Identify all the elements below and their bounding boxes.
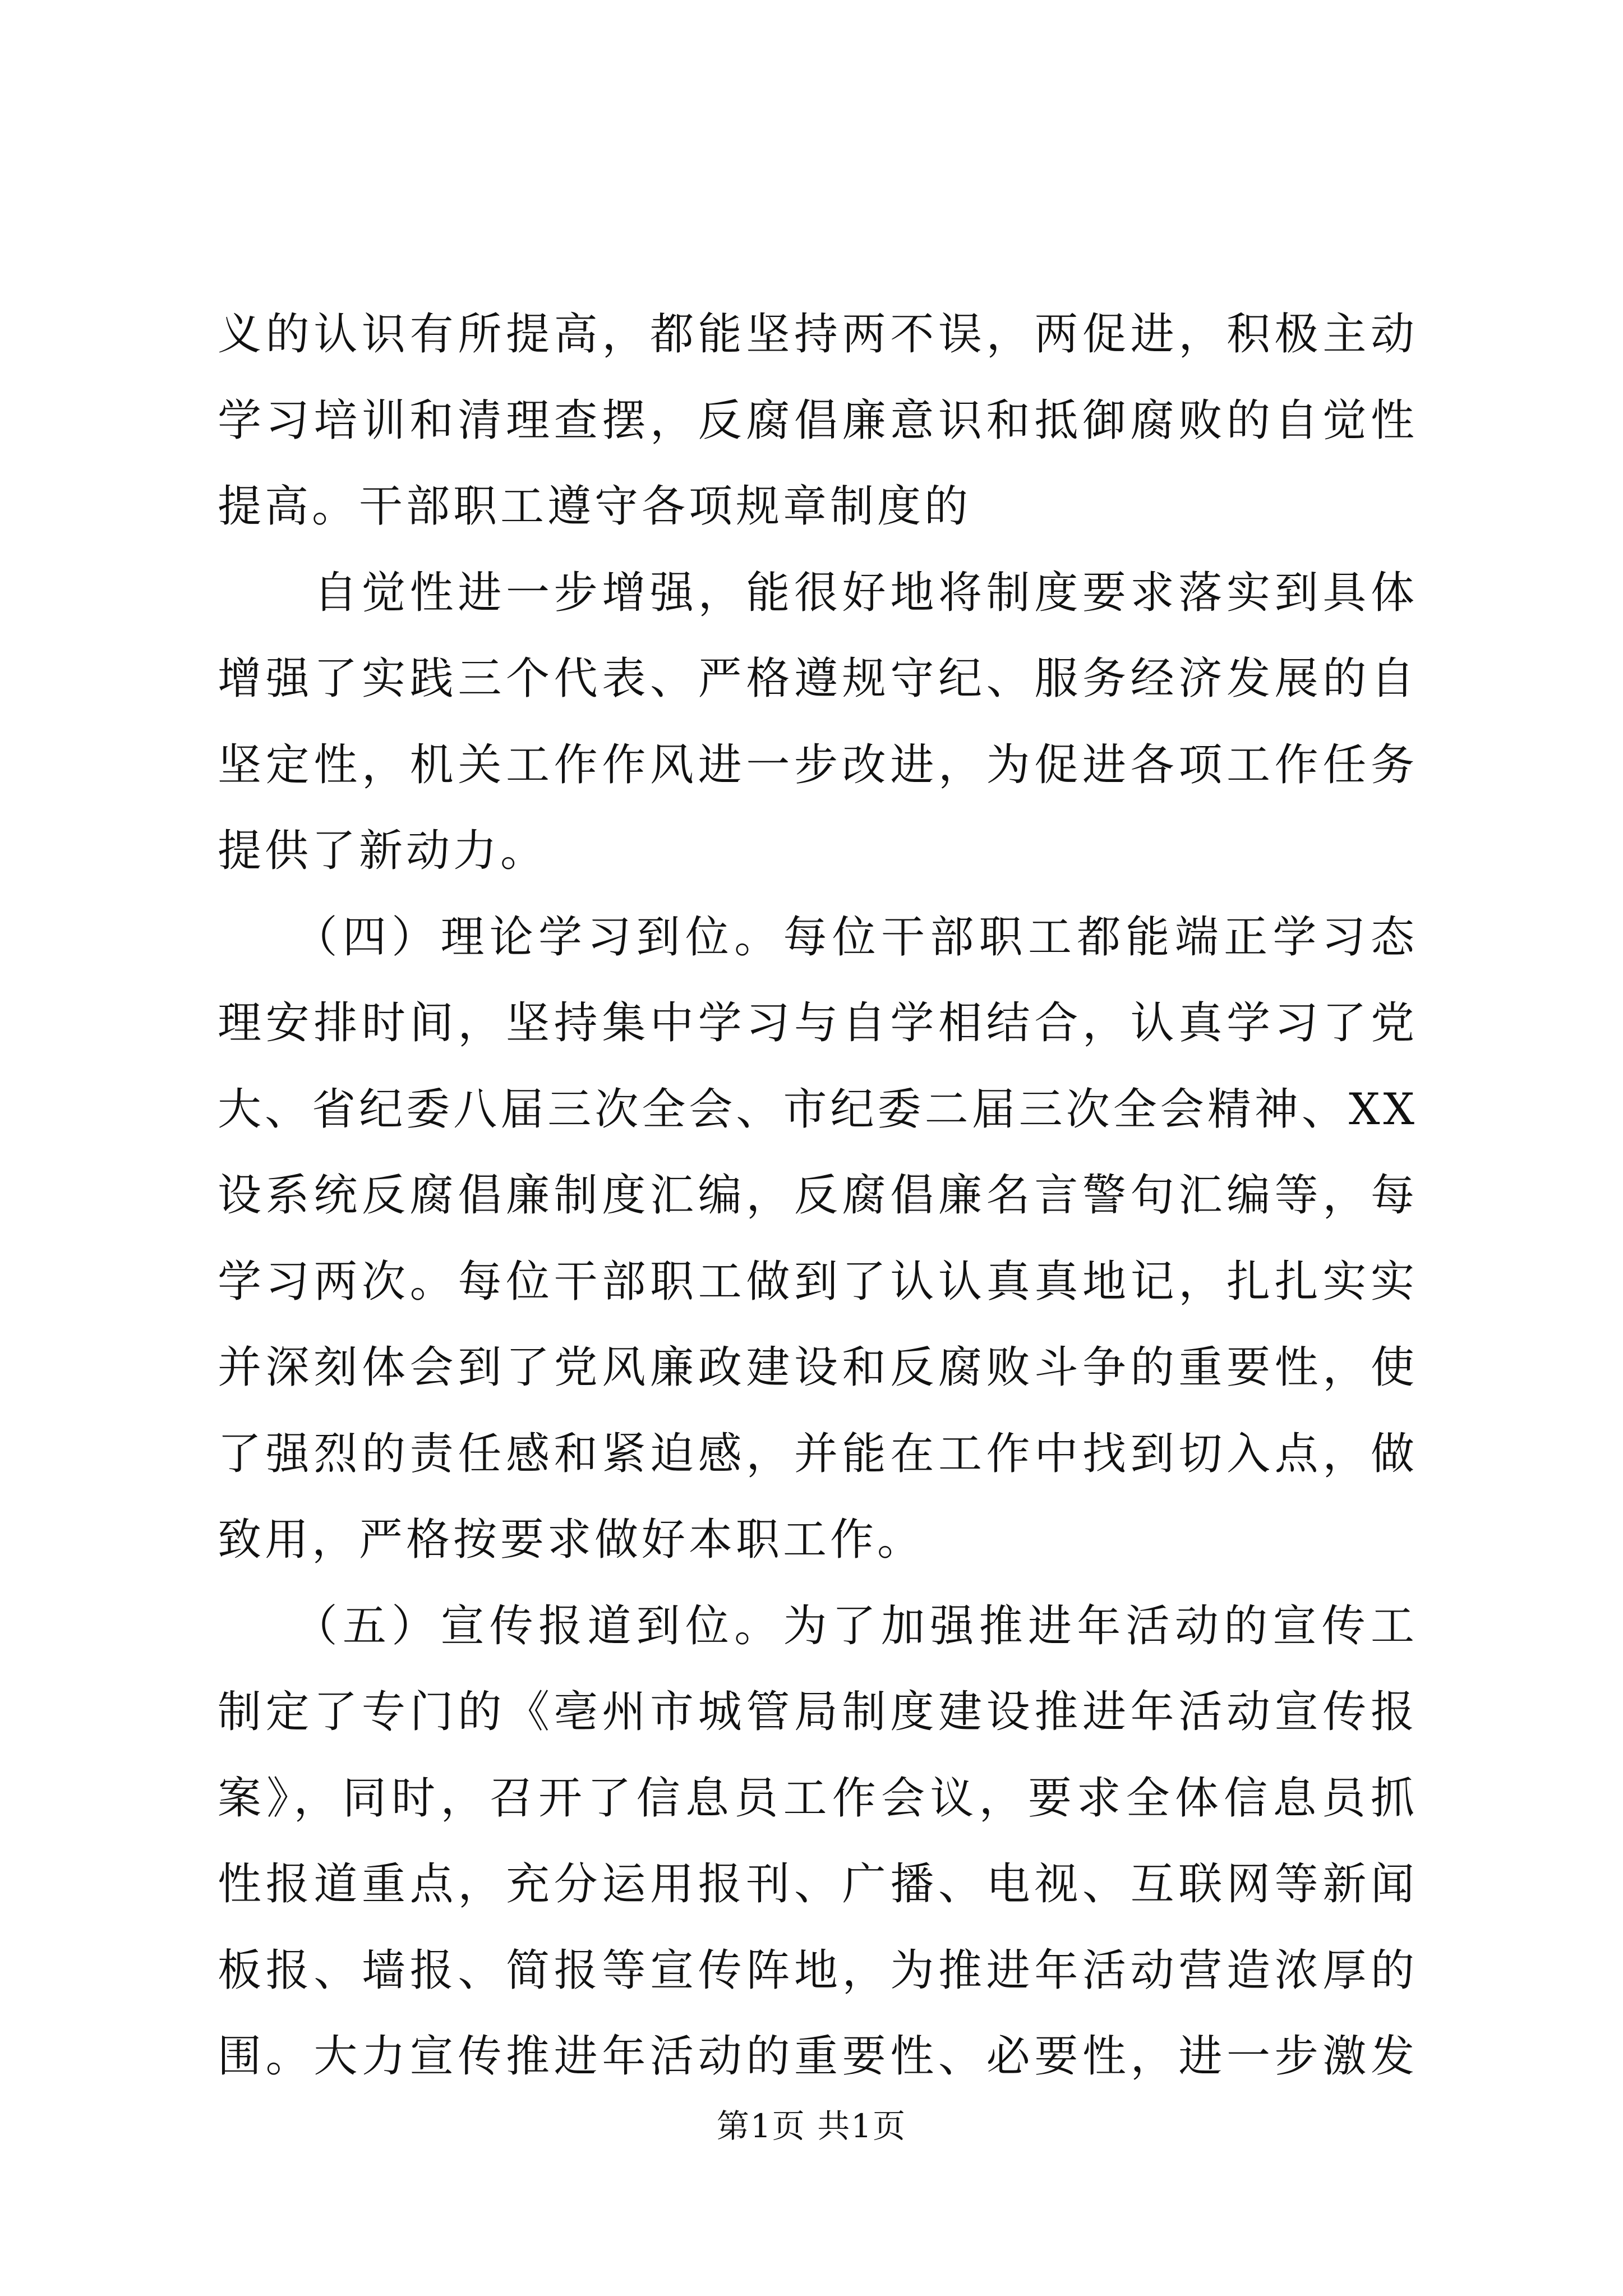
- text-line: 了强烈的责任感和紧迫感，并能在工作中找到切入点，做: [218, 1428, 1418, 1479]
- text-line: （四）理论学习到位。每位干部职工都能端正学习态: [315, 912, 1418, 963]
- text-line: 自觉性进一步增强，能很好地将制度要求落实到具体: [313, 567, 1418, 618]
- text-line: 围。大力宣传推进年活动的重要性、必要性，进一步激发: [218, 2031, 1418, 2082]
- page-footer: 第1页 共1页: [716, 2107, 907, 2145]
- text-line: 性报道重点，充分运用报刊、广播、电视、互联网等新闻: [218, 1859, 1418, 1910]
- text-line: 学习培训和清理查摆，反腐倡廉意识和抵御腐败的自觉性: [218, 395, 1418, 446]
- text-line: 提高。干部职工遵守各项规章制度的: [218, 481, 972, 532]
- text-line: 理安排时间，坚持集中学习与自学相结合，认真学习了党: [218, 998, 1418, 1048]
- text-line: 提供了新动力。: [218, 826, 548, 876]
- text-line: 义的认识有所提高，都能坚持两不误，两促进，积极主动: [218, 309, 1418, 360]
- body-text: [218, 292, 1418, 2100]
- text-line: 坚定性，机关工作作风进一步改进，为促进各项工作任务: [218, 739, 1418, 790]
- text-line: 板报、墙报、简报等宣传阵地，为推进年活动营造浓厚的: [218, 1945, 1418, 1996]
- text-line: 大、省纪委八届三次全会、市纪委二届三次全会精神、XX: [218, 1084, 1418, 1135]
- text-line: 设系统反腐倡廉制度汇编，反腐倡廉名言警句汇编等，每: [218, 1170, 1418, 1221]
- text-line: 制定了专门的《亳州市城管局制度建设推进年活动宣传报: [218, 1687, 1418, 1737]
- text-line: 致用，严格按要求做好本职工作。: [218, 1515, 925, 1565]
- text-line: 并深刻体会到了党风廉政建设和反腐败斗争的重要性，使: [218, 1342, 1418, 1393]
- text-line: 增强了实践三个代表、严格遵规守纪、服务经济发展的自: [218, 654, 1418, 704]
- text-line: 学习两次。每位干部职工做到了认认真真地记，扎扎实实: [218, 1256, 1418, 1307]
- text-line: （五）宣传报道到位。为了加强推进年活动的宣传工: [315, 1600, 1418, 1651]
- text-line: 案》，同时，召开了信息员工作会议，要求全体信息员抓: [218, 1773, 1418, 1824]
